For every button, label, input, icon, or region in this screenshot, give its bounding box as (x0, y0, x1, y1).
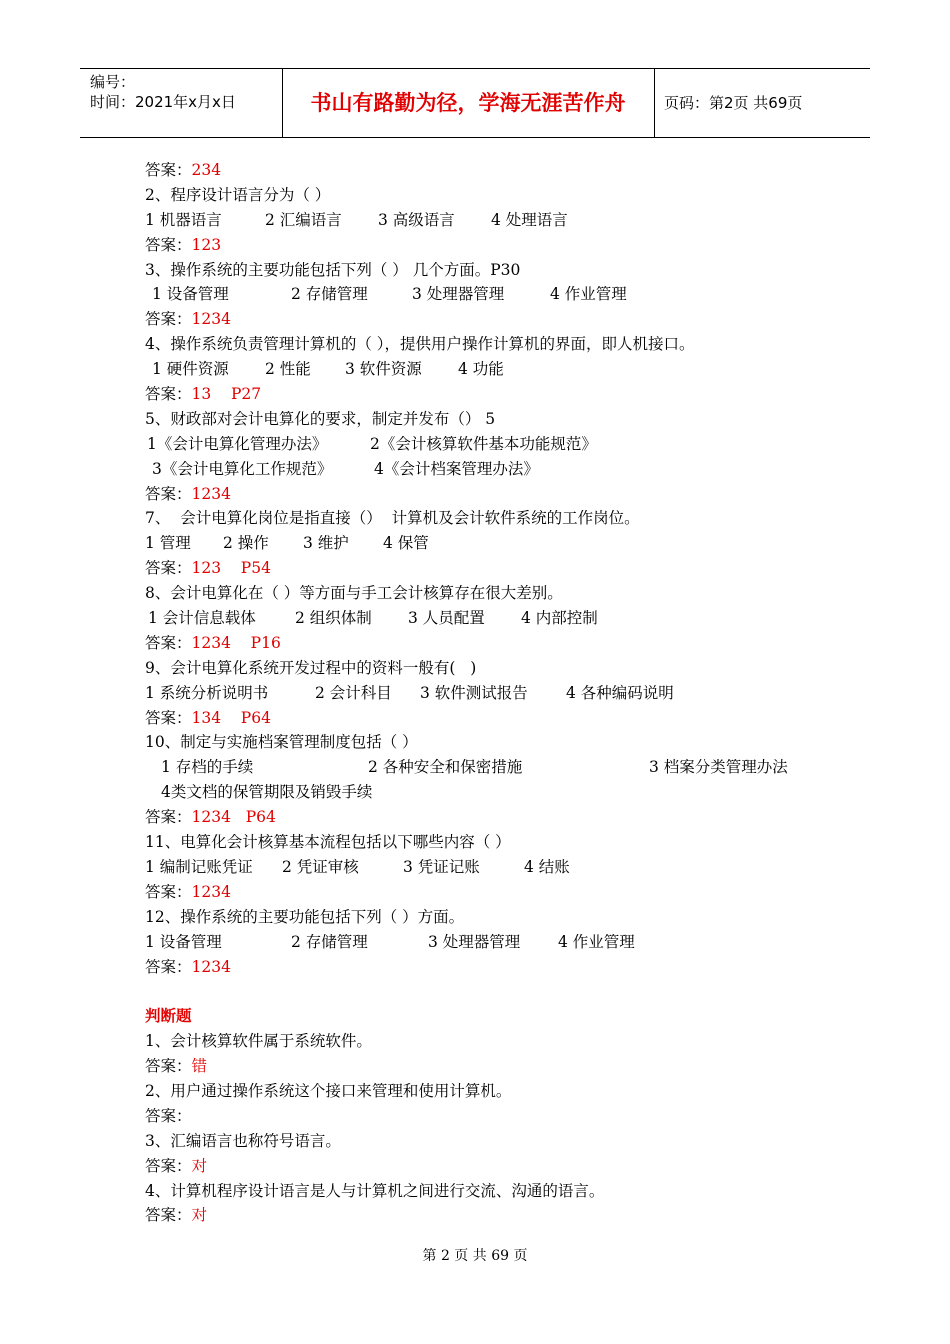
option: 2 性能 (265, 360, 311, 379)
options-line (145, 930, 835, 955)
serial-label: 编号： (90, 73, 136, 91)
answer-label: 答案： (145, 708, 192, 727)
options-line (145, 282, 835, 307)
answer-label: 答案： (145, 235, 192, 254)
option: 2 存储管理 (291, 285, 368, 304)
answer-value: 对 (191, 1206, 208, 1225)
options-line (145, 357, 835, 382)
answer-line (145, 631, 835, 656)
option: 4 各种编码说明 (566, 683, 674, 702)
option: 1 编制记账凭证 (145, 857, 253, 876)
options-line (145, 457, 835, 482)
option: 3 处理器管理 (428, 932, 521, 951)
option: 4 作业管理 (558, 932, 635, 951)
options-line (145, 606, 835, 631)
option: 4 处理语言 (491, 210, 568, 229)
options-line (145, 208, 835, 233)
option: 3 软件测试报告 (420, 683, 528, 702)
answer-line (145, 482, 835, 507)
page-header (80, 68, 870, 138)
answer-label: 答案： (145, 559, 192, 578)
header-divider (654, 69, 655, 137)
option: 4《会计档案管理办法》 (374, 459, 539, 478)
question-text: 12、操作系统的主要功能包括下列（ ）方面。 (145, 907, 465, 926)
answer-line (145, 158, 835, 183)
option: 4 保管 (383, 534, 429, 553)
page-footer: 第 2 页 共 69 页 (422, 1248, 528, 1264)
options-line (145, 855, 835, 880)
option: 2 存储管理 (291, 932, 368, 951)
option: 1 设备管理 (152, 285, 229, 304)
answer-value: 123 (191, 235, 222, 254)
answer-line (145, 233, 835, 258)
answer-line (145, 382, 835, 407)
answer-label: 答案： (145, 1206, 192, 1225)
option: 4 内部控制 (521, 609, 598, 628)
answer-label: 答案： (145, 484, 192, 503)
option: 4类文档的保管期限及销毁手续 (161, 783, 373, 802)
question-text: 2、用户通过操作系统这个接口来管理和使用计算机。 (145, 1081, 512, 1100)
option: 4 结账 (524, 857, 570, 876)
question-text: 4、计算机程序设计语言是人与计算机之间进行交流、沟通的语言。 (145, 1181, 605, 1200)
answer-label: 答案： (145, 161, 192, 179)
answer-label: 答案： (145, 633, 192, 652)
answer-line (145, 1104, 835, 1129)
answer-value: 13 P27 (191, 385, 262, 404)
option: 1 存档的手续 (161, 758, 254, 777)
header-meta (90, 72, 236, 112)
option: 1 硬件资源 (152, 360, 229, 379)
option: 2 汇编语言 (265, 210, 342, 229)
answer-value: 123 P54 (191, 559, 271, 578)
answer-value: 1234 (191, 484, 231, 503)
answer-line (145, 880, 835, 905)
option: 1 管理 (145, 534, 191, 553)
option: 2 操作 (223, 534, 269, 553)
option: 4 功能 (458, 360, 504, 379)
option: 3 处理器管理 (412, 285, 505, 304)
answer-line (145, 1054, 835, 1079)
answer-value: 1234 P64 (191, 808, 276, 827)
option: 3 凭证记账 (403, 857, 480, 876)
answer-line (145, 307, 835, 332)
option: 1 会计信息载体 (148, 609, 256, 628)
option: 1 设备管理 (145, 932, 222, 951)
option: 3 软件资源 (345, 360, 422, 379)
answer-line (145, 706, 835, 731)
answer-label: 答案： (145, 1106, 192, 1125)
answer-label: 答案： (145, 1156, 192, 1175)
option: 3 高级语言 (378, 210, 455, 229)
option: 3《会计电算化工作规范》 (152, 459, 333, 478)
options-line (145, 432, 835, 457)
section-heading-judge: 判断题 (145, 1006, 192, 1026)
answer-line (145, 955, 835, 980)
option: 2 会计科目 (315, 683, 392, 702)
answer-label: 答案： (145, 1057, 192, 1076)
header-motto: 书山有路勤为径，学海无涯苦作舟 (310, 91, 626, 115)
answer-label: 答案： (145, 882, 192, 901)
options-line (145, 531, 835, 556)
option: 4 作业管理 (550, 285, 627, 304)
option: 2 各种安全和保密措施 (368, 758, 523, 777)
document-body (145, 158, 835, 1228)
option: 1 机器语言 (145, 210, 222, 229)
option: 2 凭证审核 (282, 857, 359, 876)
answer-line (145, 1203, 835, 1228)
answer-label: 答案： (145, 808, 192, 827)
option: 1 系统分析说明书 (145, 683, 269, 702)
question-text: 11、电算化会计核算基本流程包括以下哪些内容（ ） (145, 833, 511, 852)
answer-label: 答案： (145, 385, 192, 404)
question-text: 8、会计电算化在（ ）等方面与手工会计核算存在很大差别。 (145, 584, 563, 603)
answer-value: 234 (191, 161, 222, 179)
question-text: 2、程序设计语言分为（ ） (145, 185, 331, 204)
option: 3 档案分类管理办法 (649, 758, 788, 777)
question-text: 7、 会计电算化岗位是指直接（） 计算机及会计软件系统的工作岗位。 (145, 509, 640, 528)
answer-value: 134 P64 (191, 708, 271, 727)
question-text: 3、汇编语言也称符号语言。 (145, 1131, 341, 1150)
answer-value: 对 (191, 1156, 208, 1175)
answer-value: 1234 (191, 957, 231, 976)
question-text: 9、会计电算化系统开发过程中的资料一般有( ) (145, 658, 477, 677)
answer-line (145, 805, 835, 830)
date-label: 时间：2021年x月x日 (90, 93, 236, 111)
option: 3 维护 (303, 534, 349, 553)
question-text: 1、会计核算软件属于系统软件。 (145, 1032, 372, 1051)
options-line (145, 780, 835, 805)
options-line (145, 755, 835, 780)
answer-label: 答案： (145, 957, 192, 976)
answer-line (145, 556, 835, 581)
option: 2《会计核算软件基本功能规范》 (370, 434, 597, 453)
option: 3 人员配置 (408, 609, 485, 628)
spacer (145, 979, 835, 1004)
question-text: 3、操作系统的主要功能包括下列（ ） 几个方面。P30 (145, 260, 521, 279)
answer-label: 答案： (145, 310, 192, 329)
header-page-info: 页码：第2页 共69页 (664, 94, 803, 112)
answer-value: 1234 P16 (191, 633, 281, 652)
answer-value: 1234 (191, 310, 231, 329)
question-text: 5、财政部对会计电算化的要求，制定并发布（） 5 (145, 409, 496, 428)
option: 2 组织体制 (295, 609, 372, 628)
question-text: 4、操作系统负责管理计算机的（ ），提供用户操作计算机的界面，即人机接口。 (145, 335, 695, 354)
answer-value: 错 (191, 1057, 208, 1076)
question-text: 10、制定与实施档案管理制度包括（ ） (145, 733, 418, 752)
answer-value: 1234 (191, 882, 231, 901)
options-line (145, 681, 835, 706)
answer-line (145, 1154, 835, 1179)
option: 1《会计电算化管理办法》 (147, 434, 328, 453)
